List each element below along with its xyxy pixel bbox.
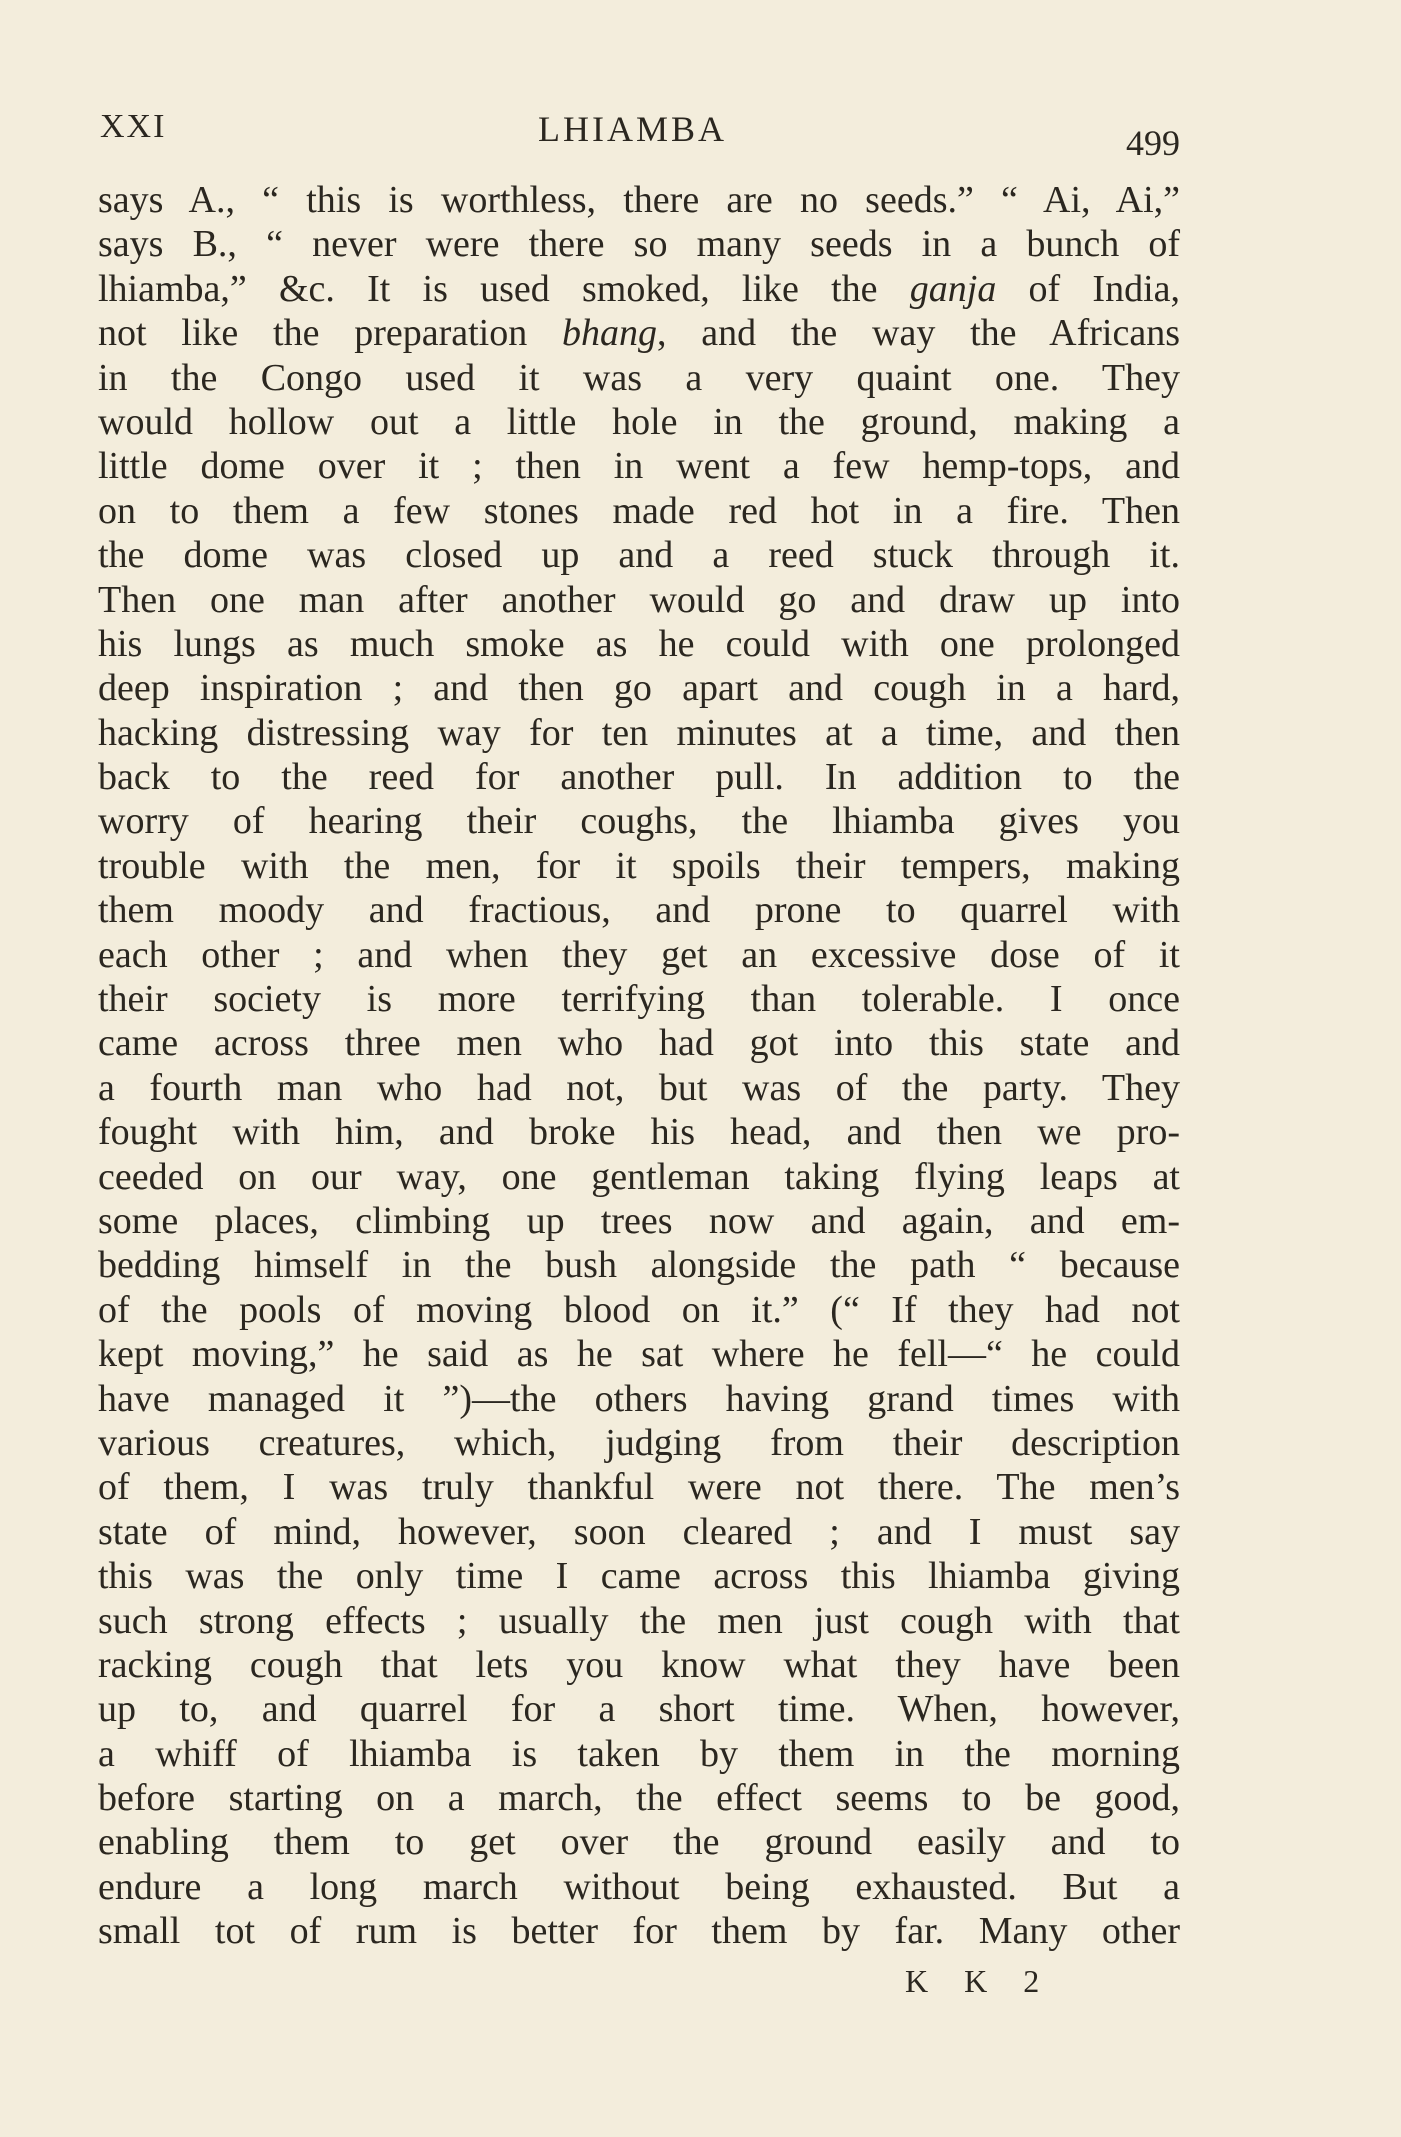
text-line: of the pools of moving blood on it.” (“ If they had not — [98, 1288, 1180, 1331]
text-line: little dome over it ; then in went a few hemp-tops, and — [98, 445, 1180, 488]
text-line: each other ; and when they get an excessive dose of it — [98, 933, 1180, 976]
text-line: lhiamba,” &c. It is used smoked, like the ganja of India, — [98, 267, 1180, 310]
text-line: back to the reed for another pull. In addition to the — [98, 756, 1180, 799]
text-line: Then one man after another would go and draw up into — [98, 578, 1180, 621]
text-line: some places, climbing up trees now and again, and em- — [98, 1199, 1180, 1242]
text-line: worry of hearing their coughs, the lhiamba gives you — [98, 800, 1180, 843]
text-line: would hollow out a little hole in the ground, making a — [98, 400, 1180, 443]
italic-term: bhang — [561, 312, 657, 355]
text-line: fought with him, and broke his head, and then we pro- — [98, 1111, 1180, 1154]
text-line: not like the preparation bhang, and the way the Africans — [98, 312, 1180, 355]
text-line: such strong effects ; usually the men just cough with that — [98, 1599, 1180, 1642]
text-line: have managed it ”)—the others having grand times with — [98, 1377, 1180, 1420]
page-header — [100, 108, 1180, 168]
text-line: endure a long march without being exhausted. But a — [98, 1865, 1180, 1908]
text-line: came across three men who had got into this state and — [98, 1022, 1180, 1065]
signature-mark: K K 2 — [905, 1963, 1054, 1999]
text-line: deep inspiration ; and then go apart and cough in a hard, — [98, 667, 1180, 710]
text-line: says A., “ this is worthless, there are no seeds.” “ Ai, Ai,” — [98, 179, 1180, 221]
text-line: a whiff of lhiamba is taken by them in the morning — [98, 1732, 1180, 1775]
text-line: hacking distressing way for ten minutes at a time, and then — [98, 711, 1180, 754]
text-line: state of mind, however, soon cleared ; and I must say — [98, 1510, 1180, 1553]
body-text — [98, 178, 1180, 1954]
text-line: kept moving,” he said as he sat where he fell—“ he could — [98, 1333, 1180, 1376]
text-line: enabling them to get over the ground easily and to — [98, 1821, 1180, 1864]
text-line: before starting on a march, the effect seems to be good, — [98, 1777, 1180, 1820]
text-line: says B., “ never were there so many seeds in a bunch of — [98, 223, 1180, 266]
text-line: ceeded on our way, one gentleman taking flying leaps at — [98, 1155, 1180, 1198]
text-line: various creatures, which, judging from their description — [98, 1421, 1180, 1464]
text-line: their society is more terrifying than tolerable. I once — [98, 978, 1180, 1021]
text-line: his lungs as much smoke as he could with one prolonged — [98, 622, 1180, 665]
text-line: bedding himself in the bush alongside the path “ because — [98, 1244, 1180, 1287]
chapter-number: XXI — [100, 108, 167, 145]
text-line: trouble with the men, for it spoils their tempers, making — [98, 844, 1180, 887]
text-line: a fourth man who had not, but was of the party. They — [98, 1066, 1180, 1109]
text-line: up to, and quarrel for a short time. When, however, — [98, 1688, 1180, 1731]
text-line: them moody and fractious, and prone to quarrel with — [98, 889, 1180, 932]
running-title: LHIAMBA — [538, 109, 727, 149]
text-line: on to them a few stones made red hot in a fire. Then — [98, 489, 1180, 532]
text-line: the dome was closed up and a reed stuck through it. — [98, 534, 1180, 577]
text-line: of them, I was truly thankful were not there. The men’s — [98, 1466, 1180, 1509]
text-line: small tot of rum is better for them by far. Many other — [98, 1910, 1180, 1953]
text-line: in the Congo used it was a very quaint one. They — [98, 356, 1180, 399]
page-number: 499 — [1126, 123, 1180, 163]
text-line: this was the only time I came across this lhiamba giving — [98, 1555, 1180, 1598]
text-line: racking cough that lets you know what they have been — [98, 1643, 1180, 1686]
italic-term: ganja — [909, 267, 997, 310]
